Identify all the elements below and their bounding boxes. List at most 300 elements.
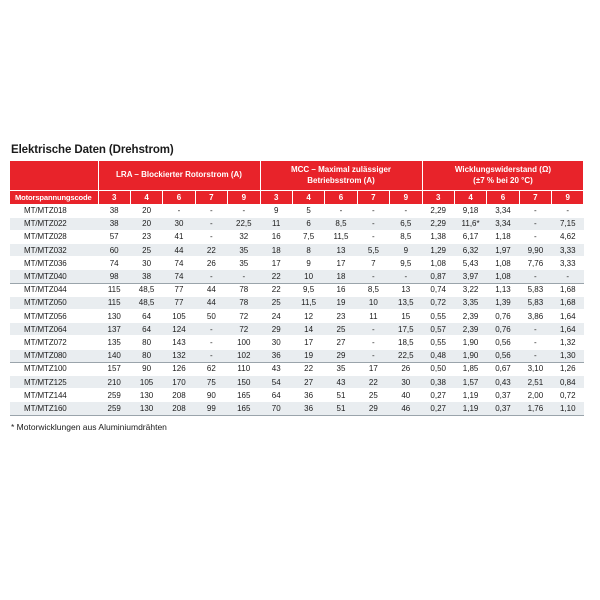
cell-12-3: 62	[195, 362, 227, 375]
cell-0-14: -	[552, 204, 584, 217]
cell-12-0: 157	[98, 362, 130, 375]
cell-6-4: 78	[228, 283, 260, 296]
cell-14-9: 40	[390, 389, 422, 402]
cell-6-8: 8,5	[357, 283, 389, 296]
cell-2-13: -	[519, 230, 551, 243]
cell-12-10: 0,50	[422, 362, 454, 375]
cell-0-13: -	[519, 204, 551, 217]
cell-2-6: 7,5	[292, 230, 324, 243]
cell-15-9: 46	[390, 402, 422, 415]
cell-2-0: 57	[98, 230, 130, 243]
cell-15-12: 0,37	[487, 402, 519, 415]
row-label: MT/MTZ125	[10, 375, 98, 388]
cell-1-5: 11	[260, 217, 292, 230]
cell-7-9: 13,5	[390, 296, 422, 309]
cell-10-13: -	[519, 336, 551, 349]
cell-10-10: 0,55	[422, 336, 454, 349]
cell-7-10: 0,72	[422, 296, 454, 309]
cell-0-5: 9	[260, 204, 292, 217]
cell-7-2: 77	[163, 296, 195, 309]
cell-13-1: 105	[130, 375, 162, 388]
header-group-1: MCC – Maximal zulässiger Betriebsstrom (A)	[260, 161, 422, 191]
cell-7-4: 78	[228, 296, 260, 309]
cell-9-9: 17,5	[390, 323, 422, 336]
cell-2-8: -	[357, 230, 389, 243]
cell-6-5: 22	[260, 283, 292, 296]
cell-12-14: 1,26	[552, 362, 584, 375]
cell-7-1: 48,5	[130, 296, 162, 309]
cell-0-4: -	[228, 204, 260, 217]
cell-12-4: 110	[228, 362, 260, 375]
cell-4-5: 17	[260, 257, 292, 270]
cell-8-1: 64	[130, 310, 162, 323]
cell-4-3: 26	[195, 257, 227, 270]
header-code-0-4: 9	[228, 191, 260, 205]
cell-6-10: 0,74	[422, 283, 454, 296]
cell-2-2: 41	[163, 230, 195, 243]
cell-4-2: 74	[163, 257, 195, 270]
cell-14-13: 2,00	[519, 389, 551, 402]
cell-9-4: 72	[228, 323, 260, 336]
cell-9-7: 25	[325, 323, 357, 336]
cell-1-0: 38	[98, 217, 130, 230]
page-title: Elektrische Daten (Drehstrom)	[11, 144, 174, 156]
cell-12-1: 90	[130, 362, 162, 375]
cell-6-3: 44	[195, 283, 227, 296]
cell-14-0: 259	[98, 389, 130, 402]
cell-3-9: 9	[390, 244, 422, 257]
cell-15-1: 130	[130, 402, 162, 415]
cell-0-6: 5	[292, 204, 324, 217]
cell-11-5: 36	[260, 349, 292, 362]
cell-2-10: 1,38	[422, 230, 454, 243]
cell-14-12: 0,37	[487, 389, 519, 402]
cell-1-4: 22,5	[228, 217, 260, 230]
cell-11-14: 1,30	[552, 349, 584, 362]
cell-5-4: -	[228, 270, 260, 283]
cell-3-1: 25	[130, 244, 162, 257]
cell-5-3: -	[195, 270, 227, 283]
cell-13-2: 170	[163, 375, 195, 388]
cell-5-9: -	[390, 270, 422, 283]
cell-12-5: 43	[260, 362, 292, 375]
cell-15-5: 70	[260, 402, 292, 415]
header-code-0-2: 6	[163, 191, 195, 205]
cell-9-5: 29	[260, 323, 292, 336]
cell-14-8: 25	[357, 389, 389, 402]
cell-9-8: -	[357, 323, 389, 336]
cell-9-3: -	[195, 323, 227, 336]
table-row	[10, 230, 584, 243]
row-label: MT/MTZ080	[10, 349, 98, 362]
row-label: MT/MTZ036	[10, 257, 98, 270]
cell-0-8: -	[357, 204, 389, 217]
row-label: MT/MTZ160	[10, 402, 98, 415]
cell-13-6: 27	[292, 375, 324, 388]
cell-1-10: 2,29	[422, 217, 454, 230]
header-code-0-0: 3	[98, 191, 130, 205]
cell-15-7: 51	[325, 402, 357, 415]
table-row	[10, 204, 584, 217]
cell-14-10: 0,27	[422, 389, 454, 402]
cell-4-6: 9	[292, 257, 324, 270]
cell-10-14: 1,32	[552, 336, 584, 349]
cell-2-7: 11,5	[325, 230, 357, 243]
cell-5-0: 98	[98, 270, 130, 283]
cell-4-0: 74	[98, 257, 130, 270]
cell-4-13: 7,76	[519, 257, 551, 270]
cell-10-9: 18,5	[390, 336, 422, 349]
cell-13-10: 0,38	[422, 375, 454, 388]
cell-8-4: 72	[228, 310, 260, 323]
cell-11-9: 22,5	[390, 349, 422, 362]
cell-6-11: 3,22	[454, 283, 486, 296]
cell-7-12: 1,39	[487, 296, 519, 309]
cell-0-12: 3,34	[487, 204, 519, 217]
cell-3-12: 1,97	[487, 244, 519, 257]
cell-13-4: 150	[228, 375, 260, 388]
cell-10-6: 17	[292, 336, 324, 349]
cell-0-7: -	[325, 204, 357, 217]
cell-6-14: 1,68	[552, 283, 584, 296]
row-label: MT/MTZ056	[10, 310, 98, 323]
cell-0-10: 2,29	[422, 204, 454, 217]
cell-12-7: 35	[325, 362, 357, 375]
header-code-2-3: 7	[519, 191, 551, 205]
cell-3-5: 18	[260, 244, 292, 257]
cell-1-12: 3,34	[487, 217, 519, 230]
cell-12-12: 0,67	[487, 362, 519, 375]
row-label: MT/MTZ144	[10, 389, 98, 402]
cell-9-10: 0,57	[422, 323, 454, 336]
cell-5-10: 0,87	[422, 270, 454, 283]
cell-13-3: 75	[195, 375, 227, 388]
cell-11-10: 0,48	[422, 349, 454, 362]
cell-7-14: 1,68	[552, 296, 584, 309]
table-row	[10, 244, 584, 257]
cell-8-7: 23	[325, 310, 357, 323]
cell-3-0: 60	[98, 244, 130, 257]
cell-8-2: 105	[163, 310, 195, 323]
cell-10-1: 80	[130, 336, 162, 349]
cell-2-11: 6,17	[454, 230, 486, 243]
cell-10-0: 135	[98, 336, 130, 349]
cell-0-2: -	[163, 204, 195, 217]
row-label: MT/MTZ050	[10, 296, 98, 309]
cell-1-9: 6,5	[390, 217, 422, 230]
cell-9-14: 1,64	[552, 323, 584, 336]
cell-8-10: 0,55	[422, 310, 454, 323]
cell-15-10: 0,27	[422, 402, 454, 415]
cell-8-11: 2,39	[454, 310, 486, 323]
cell-14-2: 208	[163, 389, 195, 402]
cell-3-14: 3,33	[552, 244, 584, 257]
cell-15-13: 1,76	[519, 402, 551, 415]
cell-5-13: -	[519, 270, 551, 283]
cell-12-9: 26	[390, 362, 422, 375]
header-code-1-4: 9	[390, 191, 422, 205]
cell-12-13: 3,10	[519, 362, 551, 375]
header-group-2: Wicklungswiderstand (Ω) (±7 % bei 20 °C)	[422, 161, 584, 191]
cell-11-6: 19	[292, 349, 324, 362]
cell-0-0: 38	[98, 204, 130, 217]
cell-11-11: 1,90	[454, 349, 486, 362]
cell-14-7: 51	[325, 389, 357, 402]
table-row	[10, 270, 584, 283]
header-group-0: LRA – Blockierter Rotorstrom (A)	[98, 161, 260, 191]
cell-6-9: 13	[390, 283, 422, 296]
cell-5-1: 38	[130, 270, 162, 283]
cell-3-7: 13	[325, 244, 357, 257]
cell-10-4: 100	[228, 336, 260, 349]
cell-5-14: -	[552, 270, 584, 283]
cell-3-11: 6,32	[454, 244, 486, 257]
cell-4-1: 30	[130, 257, 162, 270]
cell-10-8: -	[357, 336, 389, 349]
table-row	[10, 257, 584, 270]
cell-3-4: 35	[228, 244, 260, 257]
table-row	[10, 283, 584, 296]
header-code-1-0: 3	[260, 191, 292, 205]
cell-4-14: 3,33	[552, 257, 584, 270]
cell-13-0: 210	[98, 375, 130, 388]
cell-1-1: 20	[130, 217, 162, 230]
cell-4-9: 9,5	[390, 257, 422, 270]
cell-8-12: 0,76	[487, 310, 519, 323]
cell-7-7: 19	[325, 296, 357, 309]
cell-7-8: 10	[357, 296, 389, 309]
cell-8-6: 12	[292, 310, 324, 323]
cell-3-8: 5,5	[357, 244, 389, 257]
row-label: MT/MTZ040	[10, 270, 98, 283]
header-code-1-1: 4	[292, 191, 324, 205]
row-label: MT/MTZ032	[10, 244, 98, 257]
cell-5-6: 10	[292, 270, 324, 283]
header-code-1-2: 6	[325, 191, 357, 205]
cell-11-7: 29	[325, 349, 357, 362]
cell-8-3: 50	[195, 310, 227, 323]
cell-11-12: 0,56	[487, 349, 519, 362]
cell-15-8: 29	[357, 402, 389, 415]
header-code-0-1: 4	[130, 191, 162, 205]
cell-1-3: -	[195, 217, 227, 230]
cell-5-8: -	[357, 270, 389, 283]
table-row	[10, 296, 584, 309]
cell-15-6: 36	[292, 402, 324, 415]
cell-7-5: 25	[260, 296, 292, 309]
cell-7-6: 11,5	[292, 296, 324, 309]
cell-3-6: 8	[292, 244, 324, 257]
table-row	[10, 310, 584, 323]
cell-7-11: 3,35	[454, 296, 486, 309]
cell-7-3: 44	[195, 296, 227, 309]
cell-13-12: 0,43	[487, 375, 519, 388]
header-code-2-4: 9	[552, 191, 584, 205]
row-label: MT/MTZ028	[10, 230, 98, 243]
cell-9-2: 124	[163, 323, 195, 336]
cell-5-7: 18	[325, 270, 357, 283]
cell-4-12: 1,08	[487, 257, 519, 270]
cell-0-11: 9,18	[454, 204, 486, 217]
cell-10-7: 27	[325, 336, 357, 349]
cell-14-5: 64	[260, 389, 292, 402]
cell-9-6: 14	[292, 323, 324, 336]
cell-3-3: 22	[195, 244, 227, 257]
cell-14-4: 165	[228, 389, 260, 402]
cell-3-10: 1,29	[422, 244, 454, 257]
cell-9-0: 137	[98, 323, 130, 336]
header-group-row	[10, 161, 584, 191]
cell-6-1: 48,5	[130, 283, 162, 296]
cell-4-7: 17	[325, 257, 357, 270]
cell-3-13: 9,90	[519, 244, 551, 257]
cell-13-7: 43	[325, 375, 357, 388]
cell-7-13: 5,83	[519, 296, 551, 309]
cell-4-11: 5,43	[454, 257, 486, 270]
cell-1-6: 6	[292, 217, 324, 230]
cell-11-13: -	[519, 349, 551, 362]
cell-10-12: 0,56	[487, 336, 519, 349]
cell-13-14: 0,84	[552, 375, 584, 388]
cell-10-5: 30	[260, 336, 292, 349]
cell-13-9: 30	[390, 375, 422, 388]
cell-5-2: 74	[163, 270, 195, 283]
header-code-row	[10, 191, 584, 205]
cell-10-3: -	[195, 336, 227, 349]
cell-14-3: 90	[195, 389, 227, 402]
cell-13-13: 2,51	[519, 375, 551, 388]
cell-2-14: 4,62	[552, 230, 584, 243]
cell-15-2: 208	[163, 402, 195, 415]
table-row	[10, 323, 584, 336]
header-motorspannungscode: Motorspannungscode	[10, 191, 98, 205]
cell-13-11: 1,57	[454, 375, 486, 388]
row-label: MT/MTZ022	[10, 217, 98, 230]
cell-1-14: 7,15	[552, 217, 584, 230]
cell-8-0: 130	[98, 310, 130, 323]
cell-11-2: 132	[163, 349, 195, 362]
cell-6-6: 9,5	[292, 283, 324, 296]
cell-0-1: 20	[130, 204, 162, 217]
cell-8-13: 3,86	[519, 310, 551, 323]
cell-11-3: -	[195, 349, 227, 362]
cell-15-11: 1,19	[454, 402, 486, 415]
cell-9-13: -	[519, 323, 551, 336]
cell-0-9: -	[390, 204, 422, 217]
cell-12-2: 126	[163, 362, 195, 375]
table-header	[10, 161, 584, 204]
cell-12-11: 1,85	[454, 362, 486, 375]
row-label: MT/MTZ044	[10, 283, 98, 296]
cell-12-8: 17	[357, 362, 389, 375]
table-row	[10, 336, 584, 349]
footnote: * Motorwicklungen aus Aluminiumdrähten	[11, 421, 167, 432]
header-code-2-0: 3	[422, 191, 454, 205]
cell-1-13: -	[519, 217, 551, 230]
cell-14-6: 36	[292, 389, 324, 402]
cell-0-3: -	[195, 204, 227, 217]
cell-8-5: 24	[260, 310, 292, 323]
cell-2-5: 16	[260, 230, 292, 243]
cell-8-8: 11	[357, 310, 389, 323]
cell-13-8: 22	[357, 375, 389, 388]
cell-8-9: 15	[390, 310, 422, 323]
cell-15-4: 165	[228, 402, 260, 415]
table-row	[10, 402, 584, 415]
cell-5-11: 3,97	[454, 270, 486, 283]
cell-9-11: 2,39	[454, 323, 486, 336]
cell-5-12: 1,08	[487, 270, 519, 283]
cell-1-11: 11,6*	[454, 217, 486, 230]
cell-9-12: 0,76	[487, 323, 519, 336]
cell-4-4: 35	[228, 257, 260, 270]
row-label: MT/MTZ064	[10, 323, 98, 336]
cell-14-1: 130	[130, 389, 162, 402]
cell-4-10: 1,08	[422, 257, 454, 270]
table-row	[10, 389, 584, 402]
cell-6-7: 16	[325, 283, 357, 296]
cell-1-7: 8,5	[325, 217, 357, 230]
cell-12-6: 22	[292, 362, 324, 375]
cell-11-0: 140	[98, 349, 130, 362]
cell-2-4: 32	[228, 230, 260, 243]
header-code-2-2: 6	[487, 191, 519, 205]
cell-11-4: 102	[228, 349, 260, 362]
electrical-data-table	[10, 161, 584, 416]
cell-11-8: -	[357, 349, 389, 362]
header-code-1-3: 7	[357, 191, 389, 205]
table-body	[10, 204, 584, 415]
header-corner-spacer	[10, 161, 98, 191]
table-row	[10, 217, 584, 230]
cell-15-0: 259	[98, 402, 130, 415]
cell-14-14: 0,72	[552, 389, 584, 402]
row-label: MT/MTZ018	[10, 204, 98, 217]
header-code-2-1: 4	[454, 191, 486, 205]
cell-10-11: 1,90	[454, 336, 486, 349]
cell-6-12: 1,13	[487, 283, 519, 296]
cell-8-14: 1,64	[552, 310, 584, 323]
cell-13-5: 54	[260, 375, 292, 388]
table-row	[10, 362, 584, 375]
cell-6-0: 115	[98, 283, 130, 296]
cell-15-3: 99	[195, 402, 227, 415]
cell-6-13: 5,83	[519, 283, 551, 296]
cell-9-1: 64	[130, 323, 162, 336]
cell-2-9: 8,5	[390, 230, 422, 243]
cell-7-0: 115	[98, 296, 130, 309]
cell-1-8: -	[357, 217, 389, 230]
cell-2-1: 23	[130, 230, 162, 243]
cell-1-2: 30	[163, 217, 195, 230]
cell-10-2: 143	[163, 336, 195, 349]
row-label: MT/MTZ100	[10, 362, 98, 375]
header-code-0-3: 7	[195, 191, 227, 205]
cell-4-8: 7	[357, 257, 389, 270]
cell-11-1: 80	[130, 349, 162, 362]
datasheet-block	[10, 144, 584, 432]
cell-6-2: 77	[163, 283, 195, 296]
cell-2-12: 1,18	[487, 230, 519, 243]
cell-2-3: -	[195, 230, 227, 243]
cell-3-2: 44	[163, 244, 195, 257]
cell-14-11: 1,19	[454, 389, 486, 402]
cell-15-14: 1,10	[552, 402, 584, 415]
table-row	[10, 349, 584, 362]
table-row	[10, 375, 584, 388]
row-label: MT/MTZ072	[10, 336, 98, 349]
cell-5-5: 22	[260, 270, 292, 283]
